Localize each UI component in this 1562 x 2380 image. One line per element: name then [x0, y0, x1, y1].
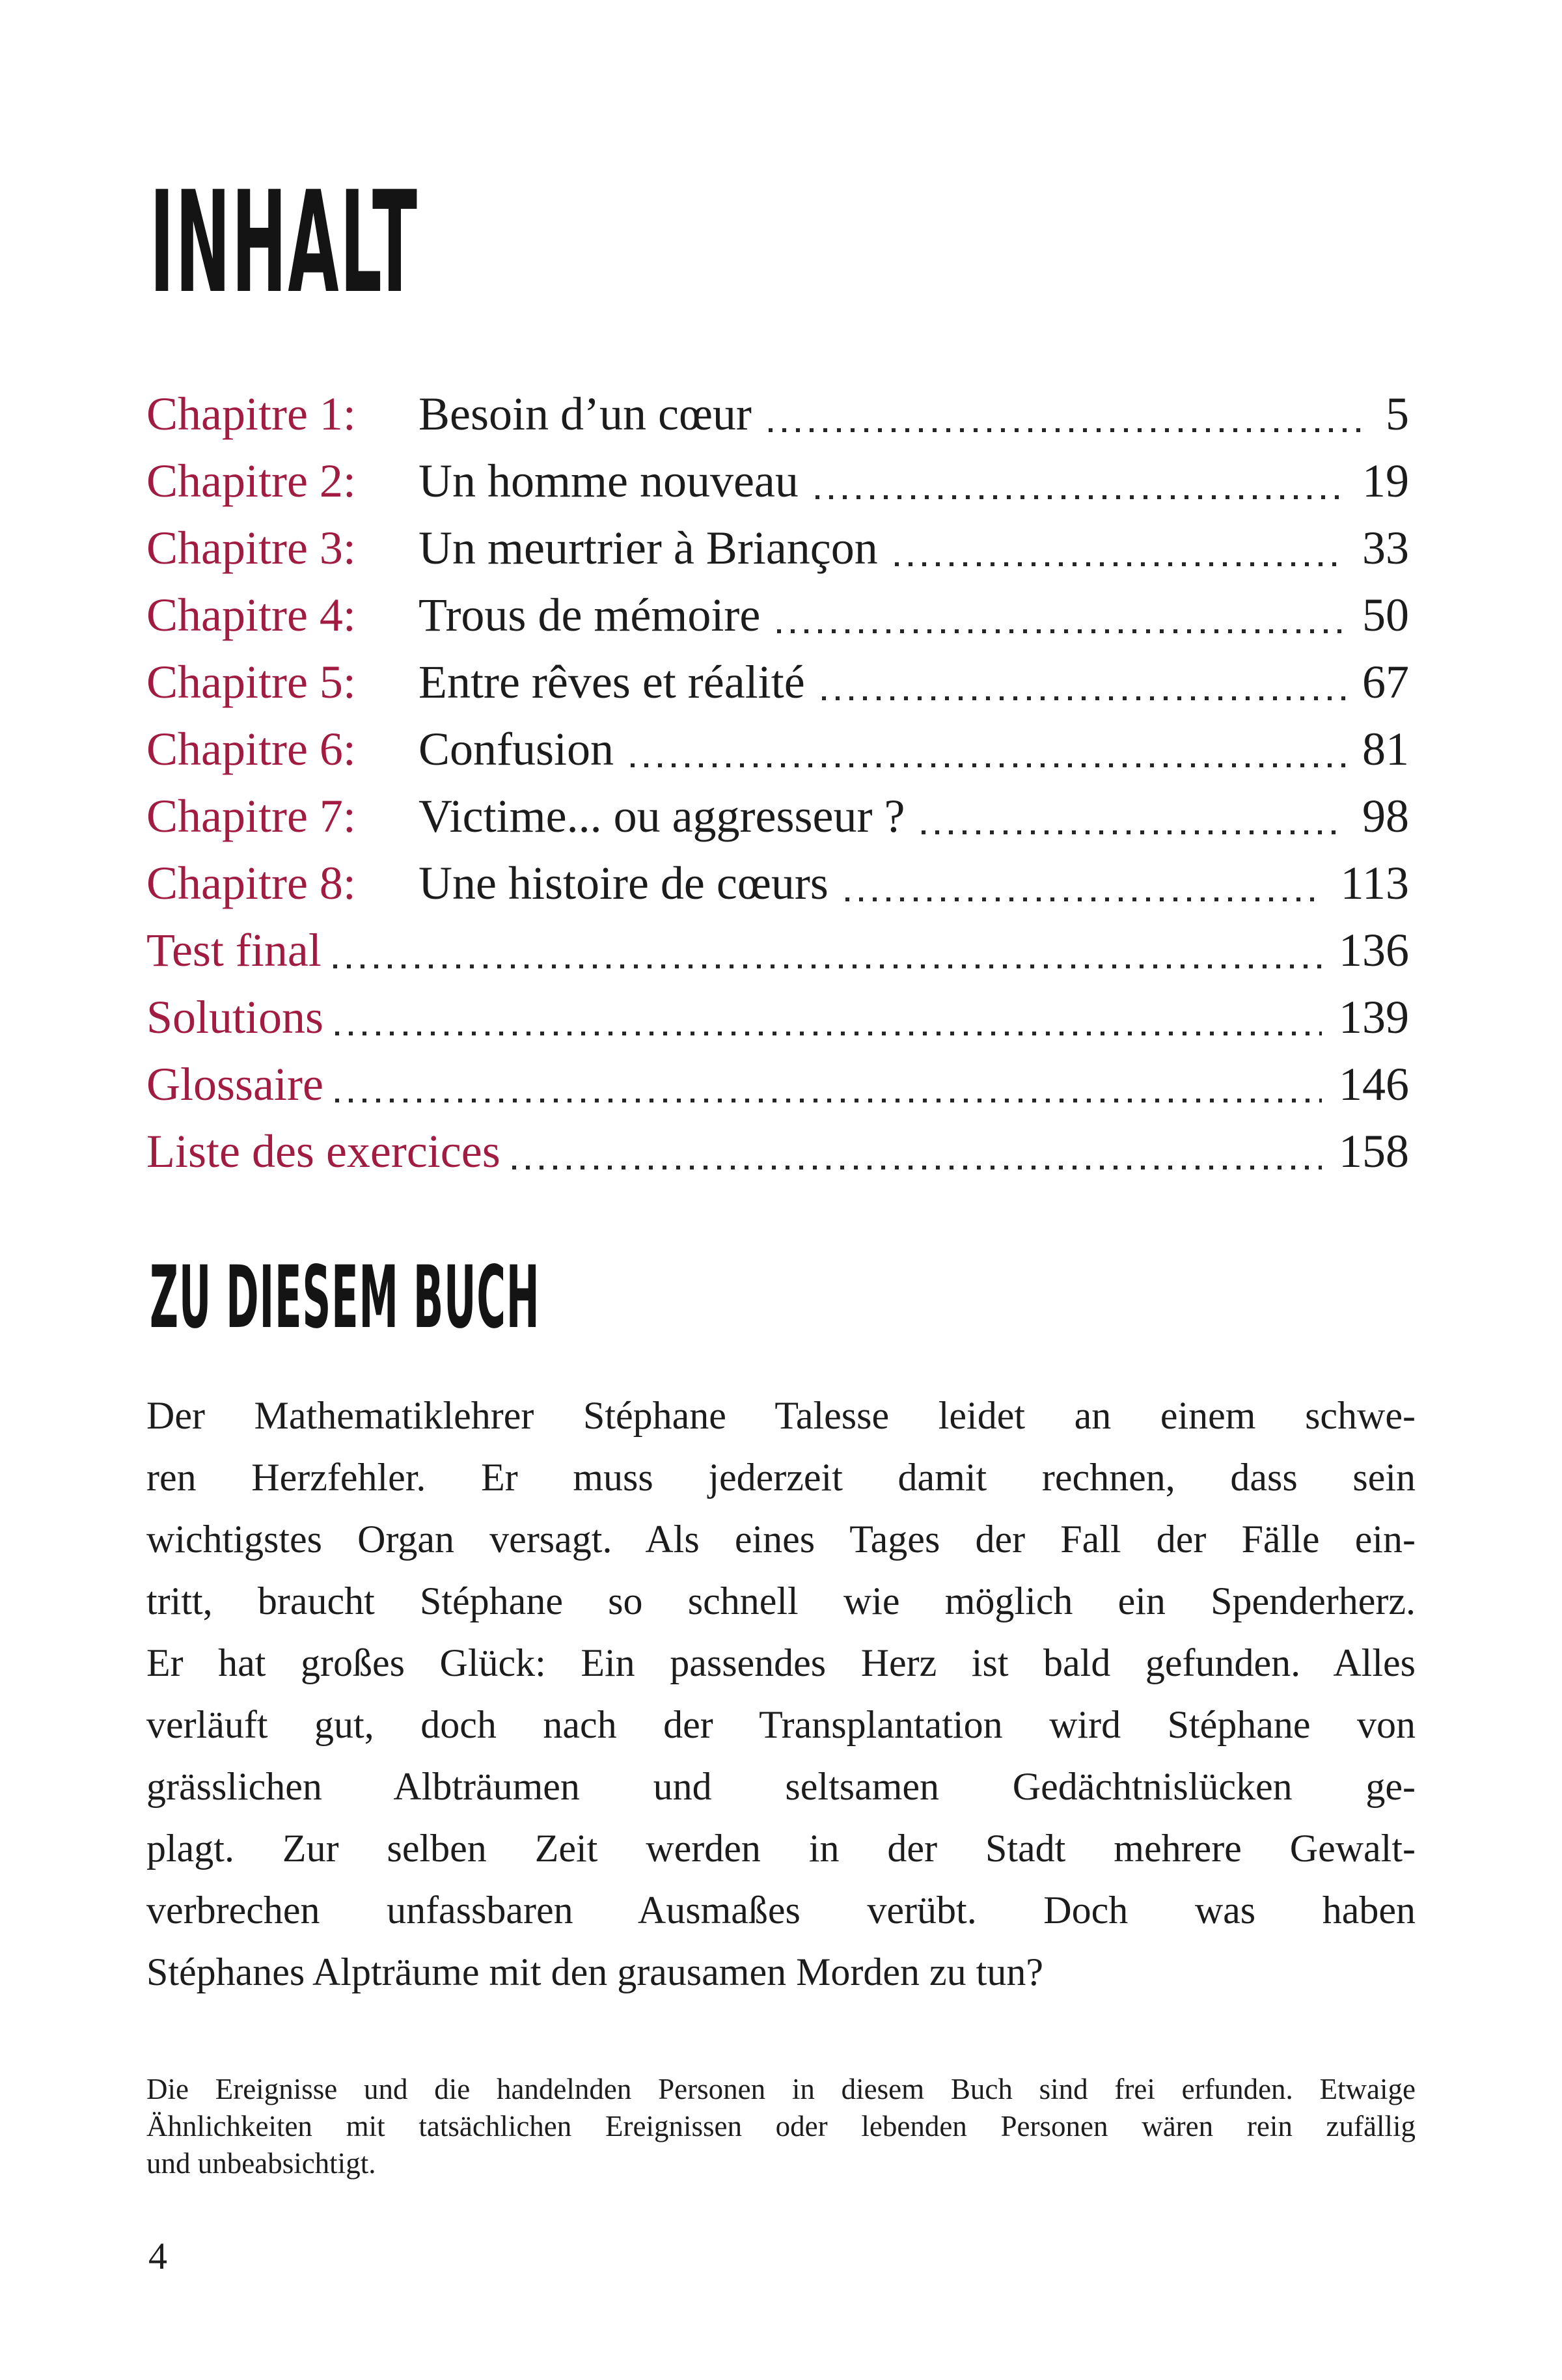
toc-entry-page: 5	[1386, 388, 1409, 440]
toc-entry-label: Glossaire	[146, 1058, 323, 1110]
toc-row	[146, 917, 1409, 984]
toc-entry-page: 19	[1362, 455, 1409, 507]
about-line: Der Mathematiklehrer Stéphane Talesse leidet an einem schwe-	[146, 1394, 1416, 1437]
toc-entry-label: Chapitre 4:	[146, 589, 356, 641]
toc-row	[146, 850, 1409, 917]
about-section-heading: ZU DIESEM BUCH	[150, 1248, 540, 1348]
toc-leader-dots	[631, 763, 1345, 767]
toc-entry-title: Victime... ou aggresseur ?	[418, 790, 905, 842]
about-line: ren Herzfehler. Er muss jederzeit damit rechnen, dass sein	[146, 1456, 1416, 1499]
about-line: tritt, braucht Stéphane so schnell wie möglich ein Spenderherz.	[146, 1580, 1416, 1622]
toc-entry-title: Une histoire de cœurs	[418, 857, 829, 909]
toc-entry-page: 50	[1362, 589, 1409, 641]
about-line: verbrechen unfassbaren Ausmaßes verübt. Doch was haben	[146, 1889, 1416, 1932]
table-of-contents	[146, 381, 1409, 1185]
toc-entry-title: Un homme nouveau	[418, 455, 799, 507]
toc-leader-dots	[769, 428, 1369, 432]
toc-entry-page: 136	[1339, 924, 1409, 976]
about-line: verläuft gut, doch nach der Transplantation wird Stéphane von	[146, 1703, 1416, 1746]
about-paragraph	[146, 1385, 1416, 2003]
disclaimer-line: und unbeabsichtigt.	[146, 2147, 376, 2180]
disclaimer-line: Ähnlichkeiten mit tatsächlichen Ereignissen oder lebenden Personen wären rein zufällig	[146, 2110, 1416, 2142]
toc-entry-label: Chapitre 7:	[146, 790, 356, 842]
toc-entry-label: Chapitre 6:	[146, 723, 356, 775]
about-line: wichtigstes Organ versagt. Als eines Tages der Fall der Fälle ein-	[146, 1518, 1416, 1561]
about-line: Er hat großes Glück: Ein passendes Herz ist bald gefunden. Alles	[146, 1641, 1416, 1684]
toc-entry-title: Besoin d’un cœur	[418, 388, 752, 440]
toc-entry-label: Chapitre 2:	[146, 455, 356, 507]
toc-entry-title: Un meurtrier à Briançon	[418, 522, 878, 574]
toc-entry-label: Solutions	[146, 991, 324, 1043]
toc-entry-page: 98	[1362, 790, 1409, 842]
about-line: Stéphanes Alpträume mit den grausamen Morden zu tun?	[146, 1950, 1043, 1993]
toc-row	[146, 1118, 1409, 1185]
toc-leader-dots	[845, 897, 1324, 901]
toc-entry-page: 158	[1339, 1125, 1409, 1177]
toc-row	[146, 984, 1409, 1051]
toc-entry-label: Chapitre 1:	[146, 388, 356, 440]
toc-entry-page: 113	[1340, 857, 1409, 909]
toc-entry-label: Chapitre 5:	[146, 656, 356, 708]
toc-row	[146, 515, 1409, 582]
page-number: 4	[148, 2235, 167, 2277]
disclaimer	[146, 2071, 1416, 2182]
toc-row	[146, 1051, 1409, 1118]
toc-entry-label: Liste des exercices	[146, 1125, 500, 1177]
toc-entry-title: Entre rêves et réalité	[418, 656, 805, 708]
disclaimer-line: Die Ereignisse und die handelnden Personen in diesem Buch sind frei erfunden. Etwaige	[146, 2073, 1416, 2105]
toc-leader-dots	[815, 495, 1345, 499]
toc-entry-page: 67	[1362, 656, 1409, 708]
toc-leader-dots	[512, 1166, 1322, 1169]
toc-leader-dots	[922, 830, 1345, 834]
toc-row	[146, 381, 1409, 448]
toc-row	[146, 649, 1409, 716]
toc-row	[146, 582, 1409, 649]
toc-entry-label: Chapitre 3:	[146, 522, 356, 574]
toc-row	[146, 448, 1409, 515]
toc-leader-dots	[333, 964, 1322, 968]
about-line: grässlichen Albträumen und seltsamen Gedächtnislücken ge-	[146, 1765, 1416, 1808]
toc-row	[146, 783, 1409, 850]
toc-entry-title: Trous de mémoire	[418, 589, 761, 641]
toc-entry-page: 146	[1339, 1058, 1409, 1110]
toc-entry-label: Chapitre 8:	[146, 857, 356, 909]
toc-entry-label: Test final	[146, 924, 322, 976]
toc-leader-dots	[822, 696, 1345, 700]
toc-entry-page: 139	[1339, 991, 1409, 1043]
toc-entry-page: 81	[1362, 723, 1409, 775]
toc-leader-dots	[777, 629, 1345, 633]
toc-row	[146, 716, 1409, 783]
toc-entry-title: Confusion	[418, 723, 614, 775]
toc-leader-dots	[895, 562, 1345, 566]
toc-leader-dots	[335, 1099, 1322, 1102]
toc-leader-dots	[335, 1032, 1322, 1035]
page-title: INHALT	[150, 161, 418, 324]
about-line: plagt. Zur selben Zeit werden in der Stadt mehrere Gewalt-	[146, 1827, 1416, 1870]
toc-entry-page: 33	[1362, 522, 1409, 574]
